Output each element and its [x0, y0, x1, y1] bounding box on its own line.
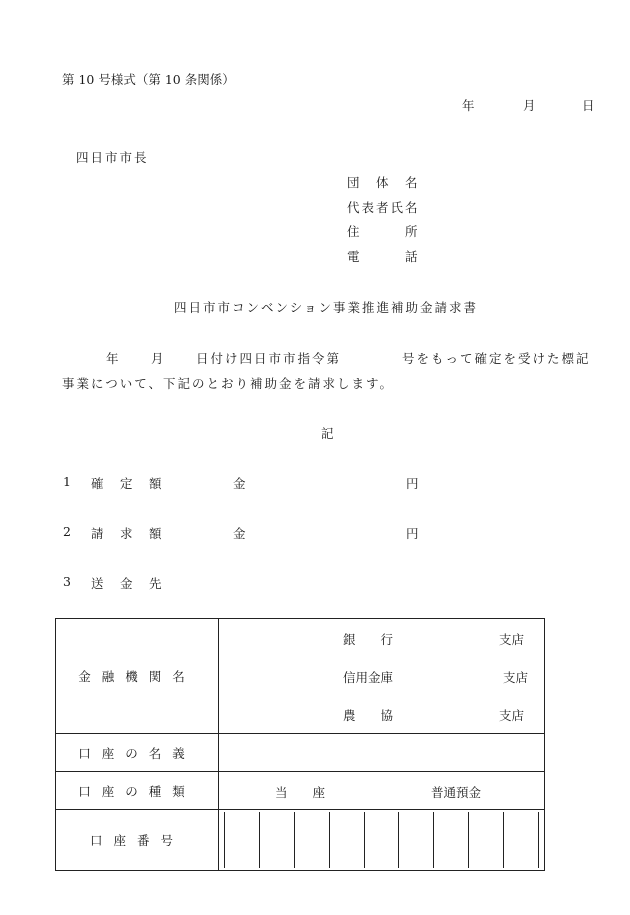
account-type-row	[56, 772, 545, 810]
page-title: 四日市市コンベンション事業推進補助金請求書	[174, 300, 478, 315]
account-digit-box[interactable]	[399, 812, 434, 868]
body-line1b: 号をもって確定を受けた標記	[402, 351, 591, 366]
account-name-row	[56, 734, 545, 772]
account-name-label: 口座の名義	[56, 734, 219, 772]
addressee: 四日市市長	[76, 150, 149, 165]
applicant-group-name: 団 体 名	[347, 175, 420, 190]
ki-heading: 記	[321, 426, 334, 441]
account-type-label: 口座の種類	[56, 772, 219, 810]
account-number-digits	[224, 812, 539, 868]
body-line2: 事業について、下記のとおり補助金を請求します。	[62, 376, 395, 391]
bank-type-name: 信用金庫	[343, 670, 394, 685]
account-digit-box[interactable]	[469, 812, 504, 868]
applicant-address: 住 所	[347, 224, 420, 239]
institution-line	[219, 619, 544, 657]
account-name-cell[interactable]	[219, 734, 545, 772]
institution-cell[interactable]	[219, 619, 545, 734]
item-2-kin: 金	[233, 526, 246, 541]
account-type-options	[219, 773, 544, 809]
institution-row	[56, 619, 545, 734]
bank-type-name: 農 協	[343, 708, 394, 723]
account-number-row	[56, 810, 545, 871]
item-2-label: 請 求 額	[91, 526, 164, 541]
item-1-number: 1	[63, 474, 71, 489]
account-digit-box[interactable]	[365, 812, 400, 868]
body-month: 月	[151, 351, 164, 366]
bank-table	[55, 618, 545, 871]
account-number-cell	[219, 810, 545, 871]
account-type-current[interactable]: 当 座	[275, 784, 326, 800]
item-2-number: 2	[63, 524, 71, 539]
date-day: 日	[582, 98, 595, 113]
account-number-label: 口座番号	[56, 810, 219, 871]
bank-branch: 支店	[503, 670, 529, 685]
account-digit-box[interactable]	[225, 812, 260, 868]
account-type-cell[interactable]	[219, 772, 545, 810]
account-digit-box[interactable]	[434, 812, 469, 868]
item-3-number: 3	[63, 574, 71, 589]
institution-label: 金融機関名	[56, 619, 219, 734]
account-digit-box[interactable]	[330, 812, 365, 868]
account-digit-box[interactable]	[504, 812, 539, 868]
institution-line	[219, 695, 544, 733]
item-2-yen: 円	[406, 526, 419, 541]
applicant-representative: 代表者氏名	[347, 200, 420, 215]
account-digit-box[interactable]	[260, 812, 295, 868]
bank-branch: 支店	[499, 708, 525, 723]
body-line1: 日付け四日市市指令第	[196, 351, 342, 366]
form-number: 第 10 号様式（第 10 条関係）	[62, 72, 235, 87]
bank-type-name: 銀 行	[343, 632, 394, 647]
date-month: 月	[523, 98, 536, 113]
account-digit-box[interactable]	[295, 812, 330, 868]
item-1-kin: 金	[233, 476, 246, 491]
body-year: 年	[106, 351, 119, 366]
item-1-label: 確 定 額	[91, 476, 164, 491]
account-type-savings[interactable]: 普通預金	[431, 784, 482, 800]
applicant-phone: 電 話	[347, 249, 420, 264]
item-1-yen: 円	[406, 476, 419, 491]
item-3-label: 送 金 先	[91, 576, 164, 591]
institution-line	[219, 657, 544, 695]
date-year: 年	[462, 98, 475, 113]
bank-branch: 支店	[499, 632, 525, 647]
